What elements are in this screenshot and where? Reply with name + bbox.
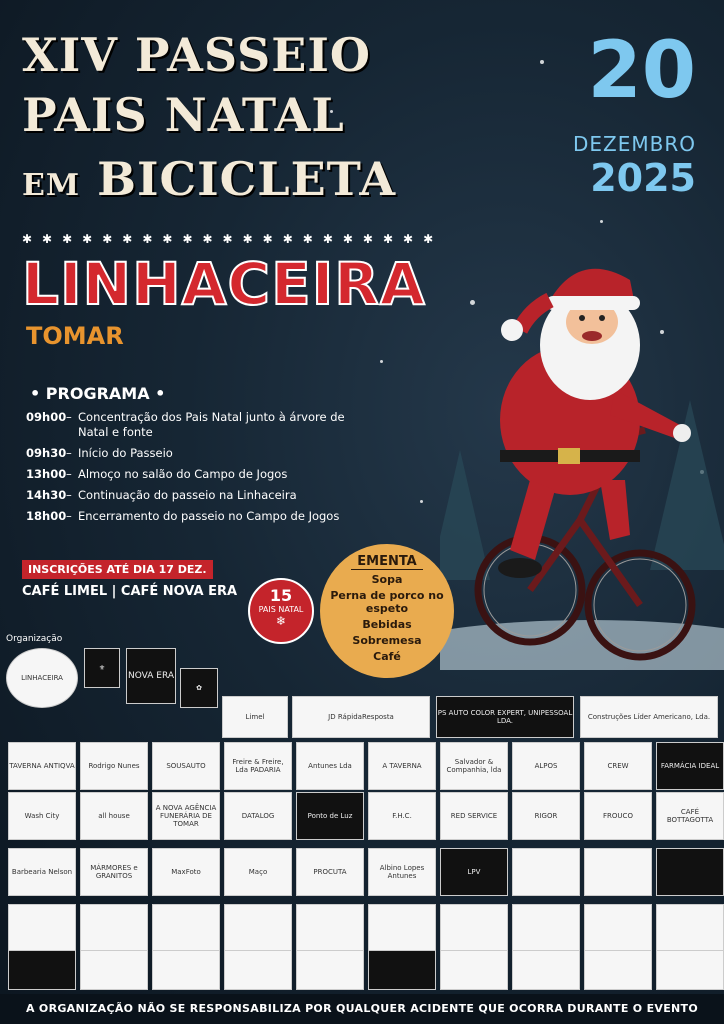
crest-logo: ⚜ xyxy=(84,648,120,688)
date-month: DEZEMBRO xyxy=(573,132,696,156)
sponsor-name: A TAVERNA xyxy=(382,762,422,770)
programa-item: 13h00 – Almoço no salão do Campo de Jogos xyxy=(26,467,288,481)
sponsor-logo xyxy=(512,950,580,990)
location-sub: TOMAR xyxy=(26,322,124,350)
sponsor-logo xyxy=(8,792,76,840)
sponsor-name: LPV xyxy=(467,868,481,876)
sponsor-logo xyxy=(584,848,652,896)
snowflake-dot xyxy=(600,220,603,223)
ementa-item: Perna de porco no espeto xyxy=(330,589,444,615)
snowflake-dot xyxy=(420,500,423,503)
sponsor-logo xyxy=(440,848,508,896)
sponsor-name: RIGOR xyxy=(534,812,558,820)
sponsor-logo xyxy=(296,848,364,896)
sponsor-logo xyxy=(656,848,724,896)
sponsor-name: TAVERNA ANTIQVA xyxy=(9,762,75,770)
sponsor-logo xyxy=(80,848,148,896)
nova-era-logo-text: NOVA ERA xyxy=(128,671,174,681)
inscricoes-cafes: CAFÉ LIMEL | CAFÉ NOVA ERA xyxy=(22,584,238,599)
programa-time: 13h00 xyxy=(26,467,67,481)
sponsor-logo xyxy=(152,848,220,896)
sponsor-logo xyxy=(584,904,652,952)
sponsor-logo xyxy=(224,950,292,990)
sponsor-name: Ponto de Luz xyxy=(307,812,353,820)
date-year: 2025 xyxy=(590,156,696,200)
organizer-logo xyxy=(6,648,78,708)
programa-text: Almoço no salão do Campo de Jogos xyxy=(78,467,288,481)
sponsor-name: Albino Lopes Antunes xyxy=(379,864,425,880)
programa-text: Encerramento do passeio no Campo de Jogos xyxy=(78,509,340,523)
sponsor-name: Barbearia Nelson xyxy=(11,868,73,876)
sponsor-logo xyxy=(80,950,148,990)
pais-natal-badge xyxy=(248,578,314,644)
programa-item: 09h30 – Início do Passeio xyxy=(26,446,173,460)
ementa-item: Bebidas xyxy=(362,618,412,631)
sponsor-logo xyxy=(512,848,580,896)
organizer-logo-text: LINHACEIRA xyxy=(21,674,63,682)
snowflake-icon: ❄ xyxy=(275,614,287,628)
sponsor-logo xyxy=(222,696,288,738)
sponsor-logo xyxy=(368,792,436,840)
programa-text: Início do Passeio xyxy=(78,446,173,460)
programa-item: 14h30 – Continuação do passeio na Linhaceira xyxy=(26,488,297,502)
title-line-3-main: BICICLETA xyxy=(97,152,397,206)
sponsor-name: MÁRMORES e GRANITOS xyxy=(90,864,138,880)
sponsor-logo xyxy=(656,742,724,790)
snowflake-dot xyxy=(380,360,383,363)
ementa-item: Café xyxy=(373,650,401,663)
sponsor-logo xyxy=(368,950,436,990)
sponsor-logo xyxy=(296,742,364,790)
ementa-item: Sopa xyxy=(371,573,403,586)
santa-bicycle-illustration xyxy=(440,250,724,670)
sponsor-logo xyxy=(656,904,724,952)
ementa-item: Sobremesa xyxy=(352,634,422,647)
sponsor-name: RED SERVICE xyxy=(450,812,498,820)
sponsor-logo xyxy=(224,742,292,790)
sponsor-logo xyxy=(584,950,652,990)
sponsor-name: Construções Líder Americano, Lda. xyxy=(587,713,711,721)
sponsor-logo xyxy=(8,848,76,896)
programa-text: Continuação do passeio na Linhaceira xyxy=(78,488,297,502)
sponsor-logo xyxy=(656,950,724,990)
sponsor-logo xyxy=(512,904,580,952)
sponsor-logo xyxy=(152,742,220,790)
sponsor-name: CAFÉ BOTTAGOTTA xyxy=(666,808,714,824)
sponsor-logo xyxy=(584,792,652,840)
programa-time: 18h00 xyxy=(26,509,67,523)
sponsor-name: all house xyxy=(98,812,130,820)
sponsor-logo xyxy=(152,950,220,990)
stars-divider: ✱✱✱✱✱✱✱✱✱✱✱✱✱✱✱✱✱✱✱✱✱ xyxy=(22,232,444,246)
sponsor-logo xyxy=(152,904,220,952)
sponsor-name: Antunes Lda xyxy=(308,762,352,770)
programa-time: 09h30 xyxy=(26,446,67,460)
programa-text: Concentração dos Pais Natal junto à árvore de Natal e fonte xyxy=(78,410,345,439)
sponsor-name: FROUCO xyxy=(603,812,633,820)
programa-item: 09h00 – Concentração dos Pais Natal junto à árvore de Natal e fonte xyxy=(26,410,345,439)
snowflake-dot xyxy=(540,60,544,64)
sponsor-logo xyxy=(436,696,574,738)
sponsor-name: ALPOS xyxy=(534,762,558,770)
sponsor-logo xyxy=(368,904,436,952)
title-line-2: PAIS NATAL xyxy=(22,88,345,142)
sponsor-logo xyxy=(656,792,724,840)
sponsor-logo xyxy=(292,696,430,738)
sponsor-name: FARMÁCIA IDEAL xyxy=(660,762,720,770)
programa-time: 09h00 xyxy=(26,410,67,424)
programa-list xyxy=(26,410,346,530)
sponsor-name: Maço xyxy=(248,868,268,876)
sponsor-logo xyxy=(80,904,148,952)
sponsor-name: Wash City xyxy=(24,812,60,820)
sponsor-logo xyxy=(224,904,292,952)
sponsor-logo xyxy=(296,792,364,840)
title-line-3-prefix: EM xyxy=(22,168,81,203)
nova-era-logo xyxy=(126,648,176,704)
sponsor-logo xyxy=(368,848,436,896)
sponsor-name: PS AUTO COLOR EXPERT, UNIPESSOAL LDA. xyxy=(437,709,573,725)
sponsor-logo xyxy=(8,742,76,790)
date-day: 20 xyxy=(587,26,696,116)
sponsor-logo xyxy=(584,742,652,790)
inscricoes-label: INSCRIÇÕES ATÉ DIA 17 DEZ. xyxy=(22,560,213,579)
sponsor-name: Freire & Freire, Lda PADARIA xyxy=(232,758,284,774)
ementa-title: EMENTA xyxy=(351,554,423,570)
sponsor-name: PROCUTA xyxy=(313,868,347,876)
sponsor-logo xyxy=(440,792,508,840)
badge-number: 15 xyxy=(269,586,293,605)
sponsor-logo xyxy=(80,792,148,840)
location-name: LINHACEIRA xyxy=(22,250,426,318)
sponsor-logo xyxy=(368,742,436,790)
sponsor-logo xyxy=(440,904,508,952)
footer-disclaimer: A ORGANIZAÇÃO NÃO SE RESPONSABILIZA POR QUALQUER ACIDENTE QUE OCORRA DURANTE O EVENTO xyxy=(0,994,724,1024)
jardim-logo: ✿ xyxy=(180,668,218,708)
organizacao-label: Organização xyxy=(6,634,63,644)
sponsor-name: Rodrigo Nunes xyxy=(88,762,140,770)
sponsor-name: SOUSAUTO xyxy=(166,762,206,770)
sponsor-logo xyxy=(224,848,292,896)
sponsor-logo xyxy=(580,696,718,738)
sponsor-name: F.H.C. xyxy=(392,812,412,820)
programa-time: 14h30 xyxy=(26,488,67,502)
sponsor-logo xyxy=(512,742,580,790)
sponsor-logo xyxy=(296,950,364,990)
sponsor-logo xyxy=(512,792,580,840)
sponsor-logo xyxy=(440,742,508,790)
sponsor-logo xyxy=(8,904,76,952)
sponsor-logo xyxy=(440,950,508,990)
badge-label: PAIS NATAL xyxy=(258,605,304,614)
sponsor-name: DATALOG xyxy=(241,812,275,820)
ementa-circle xyxy=(320,544,454,678)
sponsor-logo xyxy=(8,950,76,990)
sponsor-name: Limel xyxy=(245,713,265,721)
sponsor-name: A NOVA AGÊNCIA FUNERÁRIA DE TOMAR xyxy=(155,804,217,828)
sponsor-name: Salvador & Companhia, lda xyxy=(446,758,502,774)
sponsor-logo xyxy=(224,792,292,840)
sponsor-logo xyxy=(80,742,148,790)
programa-title: • PROGRAMA • xyxy=(30,384,166,403)
title-line-3 xyxy=(22,152,396,206)
title-line-1: XIV PASSEIO xyxy=(22,28,371,82)
sponsor-name: JD RápidaResposta xyxy=(328,713,394,721)
programa-item: 18h00 – Encerramento do passeio no Campo de Jogos xyxy=(26,509,340,523)
sponsor-logo xyxy=(152,792,220,840)
sponsor-logo xyxy=(296,904,364,952)
sponsor-name: CREW xyxy=(607,762,629,770)
sponsor-name: MaxFoto xyxy=(171,868,201,876)
